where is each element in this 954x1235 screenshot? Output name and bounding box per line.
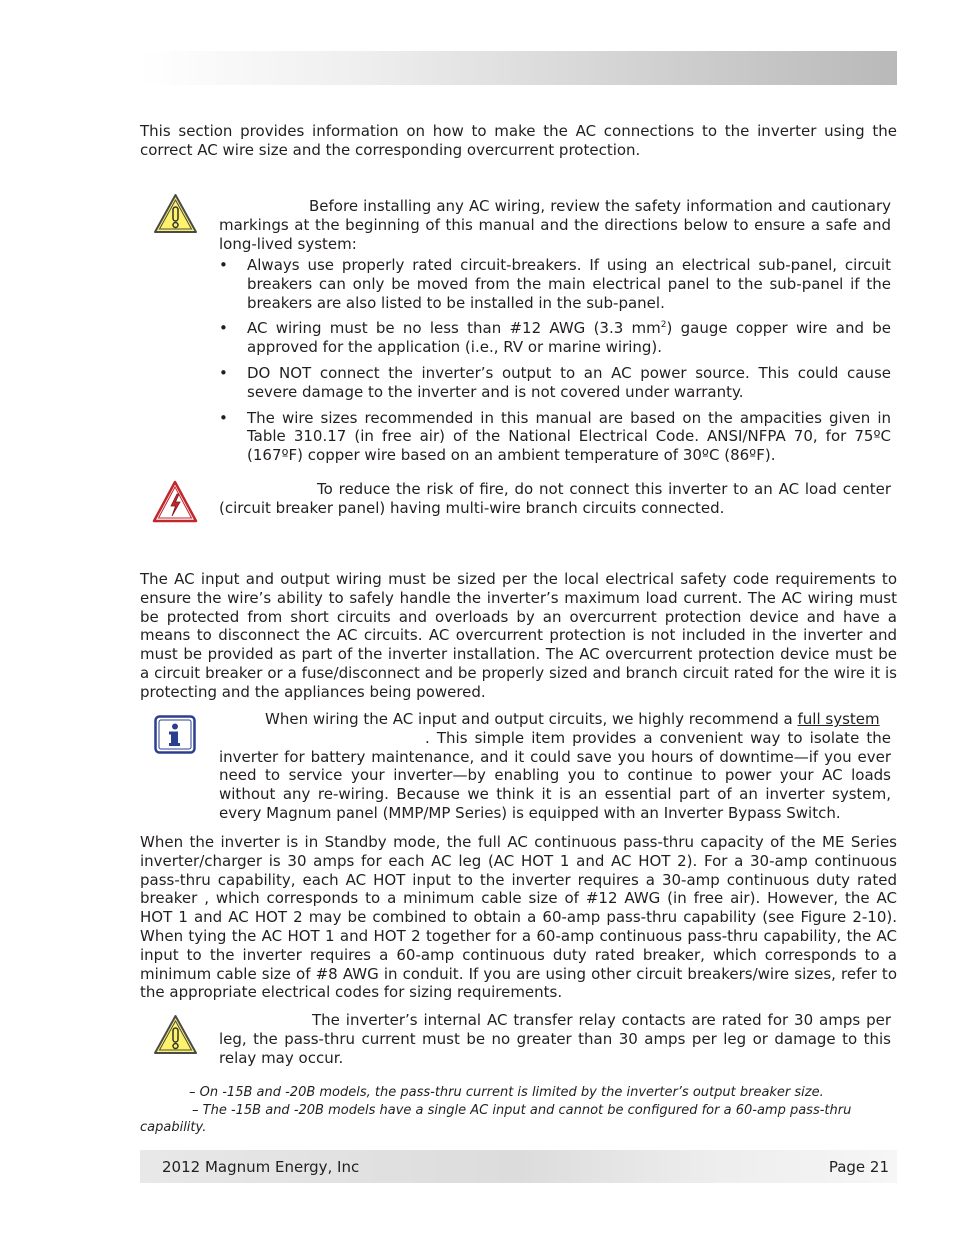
caution-note-2-text: The inverter’s internal AC transfer relay contacts are rated for 30 amps per leg, the pass-thru current must be no greater than 30 amps per leg or damage to this relay may occur. xyxy=(219,1011,891,1067)
caution-note-2 xyxy=(219,1011,891,1067)
bullet-2-sup: 2 xyxy=(660,320,667,331)
info-icon xyxy=(154,715,196,754)
list-item: • DO NOT connect the inverter’s output to an AC power source. This could cause severe damage to the inverter and is not covered under warranty. xyxy=(219,364,891,402)
page-number: Page 21 xyxy=(828,1158,889,1176)
footer-copyright: 2012 Magnum Energy, Inc xyxy=(162,1158,360,1176)
body-paragraph-1: The AC input and output wiring must be sized per the local electrical safety code requirements to ensure the wire’s ability to safely handle the inverter’s maximum load current. The AC wiring must be protected from short circuits and overloads by an overcurrent protection device and have a means to disconnect the AC circuits. AC overcurrent protection is not included in the inverter and must be provided as part of the inverter installation. The AC overcurrent protection device must be a circuit breaker or a fuse/disconnect and be properly sized and branch circuit rated for the wire it is protecting and the appliances being powered. xyxy=(140,570,897,701)
bullet-2-close: ) xyxy=(666,319,681,338)
caution-bullet-list xyxy=(219,256,891,465)
shock-hazard-icon xyxy=(152,480,198,523)
intro-paragraph: This section provides information on how to make the AC connections to the inverter using the correct AC wire size and the corresponding overcurrent protection. xyxy=(140,122,897,159)
footer-band xyxy=(140,1150,897,1183)
list-item: • Always use properly rated circuit-breakers. If using an electrical sub-panel, circuit breakers can only be moved from the main electrical panel to the sub-panel if the breakers are also listed to be installed in the sub-panel. xyxy=(219,256,891,312)
bypass-switch-link[interactable]: full system xyxy=(797,710,880,728)
info-note-post: . This simple item provides a convenient way to isolate the inverter for battery maintenance, and it could save you hours of downtime—if you ever need to service your inverter—by enabling you to continue to power your AC loads without any re-wiring. Because we think it is an essential part of an inverter system, every Magnum panel (MMP/MP Series) is equipped with an Inverter Bypass Switch. xyxy=(219,728,891,822)
warning-note-text: To reduce the risk of fire, do not connect this inverter to an AC load center (circuit breaker panel) having multi-wire branch circuits connected. xyxy=(219,480,891,517)
footnote-2: – The -15B and -20B models have a single AC input and cannot be configured for a 60-amp pass-thru capability. xyxy=(140,1103,852,1135)
list-item xyxy=(219,319,891,357)
caution-note-1 xyxy=(219,197,891,253)
caution-note-1-text: Before installing any AC wiring, review the safety information and cautionary markings at the beginning of this manual and the directions below to ensure a safe and long-lived system: xyxy=(219,197,891,253)
info-note xyxy=(219,710,891,823)
info-note-pre: When wiring the AC input and output circuits, we highly recommend a xyxy=(265,710,798,728)
caution-icon xyxy=(153,193,198,234)
footnote-1: – On -15B and -20B models, the pass-thru current is limited by the inverter’s output breaker size. xyxy=(189,1085,824,1100)
caution-icon xyxy=(153,1014,198,1055)
header-band xyxy=(140,51,897,85)
bullet-2-rest: gauge copper wire and be approved for the application (i.e., RV or marine wiring). xyxy=(247,319,891,357)
list-item: • The wire sizes recommended in this manual are based on the ampacities given in Table 310.17 (in free air) of the National Electrical Code. ANSI/NFPA 70, for 75ºC (167ºF) copper wire based on an ambient temperature of 30ºC (86ºF). xyxy=(219,409,891,465)
warning-note xyxy=(219,480,891,518)
bullet-2-pre: AC wiring must be no less than #12 AWG (3.3 mm xyxy=(247,319,661,338)
body-paragraph-2: When the inverter is in Standby mode, the full AC continuous pass-thru capacity of the ME Series inverter/charger is 30 amps for each AC leg (AC HOT 1 and AC HOT 2). For a 30-amp continuous pass-thru capability, each AC HOT input to the inverter requires a 30-amp continuous duty rated breaker , which corresponds to a minimum cable size of #12 AWG (in free air). However, the AC HOT 1 and AC HOT 2 may be combined to obtain a 60-amp pass-thru capability (see Figure 2-10). When tying the AC HOT 1 and HOT 2 together for a 60-amp continuous pass-thru capability, the AC input to the inverter requires a 60-amp continuous duty rated breaker, which corresponds to a minimum cable size of #8 AWG in conduit. If you are using other circuit breakers/wire sizes, refer to the appropriate electrical codes for sizing requirements. xyxy=(140,833,897,1002)
